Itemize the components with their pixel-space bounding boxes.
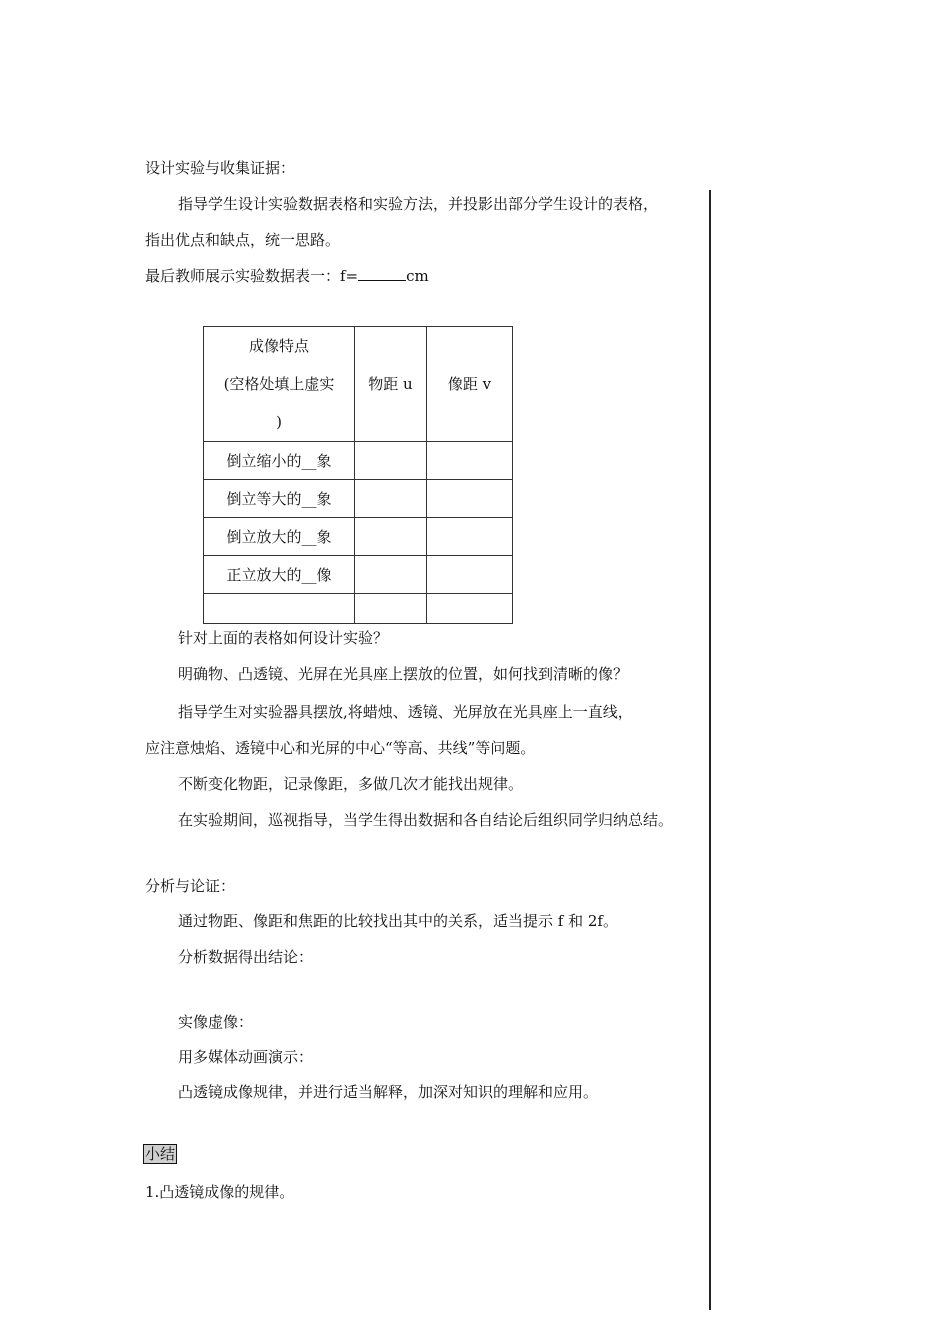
cell-u bbox=[355, 442, 427, 480]
header-line: 成像特点 bbox=[248, 337, 309, 355]
design-heading: 设计实验与收集证据： bbox=[145, 159, 296, 177]
table-row bbox=[204, 442, 513, 480]
row-label: 倒立放大的__象 bbox=[204, 518, 355, 556]
paragraph-line: 通过物距、像距和焦距的比较找出其中的关系，适当提示 f 和 2f。 bbox=[178, 912, 618, 930]
row-label: 倒立缩小的__象 bbox=[204, 442, 355, 480]
page-margin-rule bbox=[709, 190, 711, 1310]
cell-v bbox=[427, 556, 513, 594]
row-label bbox=[204, 594, 355, 624]
summary-heading-label: 小结 bbox=[145, 1145, 176, 1163]
header-object-distance: 物距 u bbox=[355, 327, 427, 442]
focal-length-blank bbox=[358, 266, 406, 281]
table-row bbox=[204, 518, 513, 556]
cell-v bbox=[427, 518, 513, 556]
paragraph-line: 指导学生设计实验数据表格和实验方法，并投影出部分学生设计的表格， bbox=[178, 195, 659, 213]
header-line: (空格处填上虚实 bbox=[223, 375, 335, 393]
row-label: 正立放大的__像 bbox=[204, 556, 355, 594]
header-image-distance: 像距 v bbox=[427, 327, 513, 442]
header-image-features bbox=[204, 327, 355, 442]
paragraph-line: 在实验期间，巡视指导，当学生得出数据和各自结论后组织同学归纳总结。 bbox=[178, 811, 674, 829]
table-intro bbox=[145, 266, 429, 286]
cell-v bbox=[427, 594, 513, 624]
row-label: 倒立等大的__象 bbox=[204, 480, 355, 518]
table-row bbox=[204, 594, 513, 624]
paragraph-line: 不断变化物距，记录像距，多做几次才能找出规律。 bbox=[178, 775, 524, 793]
paragraph-line: 指导学生对实验器具摆放,将蜡烛、透镜、光屏放在光具座上一直线， bbox=[178, 703, 633, 721]
cell-u bbox=[355, 518, 427, 556]
paragraph-line: 分析数据得出结论： bbox=[178, 948, 314, 966]
paragraph-line: 指出优点和缺点，统一思路。 bbox=[145, 231, 341, 249]
paragraph-line: 用多媒体动画演示： bbox=[178, 1048, 314, 1066]
header-line: ) bbox=[276, 413, 282, 431]
paragraph-line: 针对上面的表格如何设计实验？ bbox=[178, 629, 389, 647]
cell-u bbox=[355, 480, 427, 518]
experiment-data-table bbox=[203, 326, 513, 624]
table-row bbox=[204, 480, 513, 518]
summary-item: 1.凸透镜成像的规律。 bbox=[145, 1183, 295, 1201]
cell-v bbox=[427, 442, 513, 480]
table-intro-prefix: 最后教师展示实验数据表一：f= bbox=[145, 267, 359, 285]
paragraph-line: 应注意烛焰、透镜中心和光屏的中心“等高、共线”等问题。 bbox=[145, 739, 536, 757]
paragraph-line: 明确物、凸透镜、光屏在光具座上摆放的位置，如何找到清晰的像？ bbox=[178, 665, 629, 683]
analysis-heading: 分析与论证： bbox=[145, 877, 236, 895]
cell-u bbox=[355, 556, 427, 594]
paragraph-line: 凸透镜成像规律，并进行适当解释，加深对知识的理解和应用。 bbox=[178, 1083, 599, 1101]
table-header-row bbox=[204, 327, 513, 442]
cell-u bbox=[355, 594, 427, 624]
table-intro-unit: cm bbox=[406, 267, 429, 285]
summary-heading bbox=[143, 1144, 177, 1164]
paragraph-line: 实像虚像： bbox=[178, 1013, 254, 1031]
table-row bbox=[204, 556, 513, 594]
cell-v bbox=[427, 480, 513, 518]
